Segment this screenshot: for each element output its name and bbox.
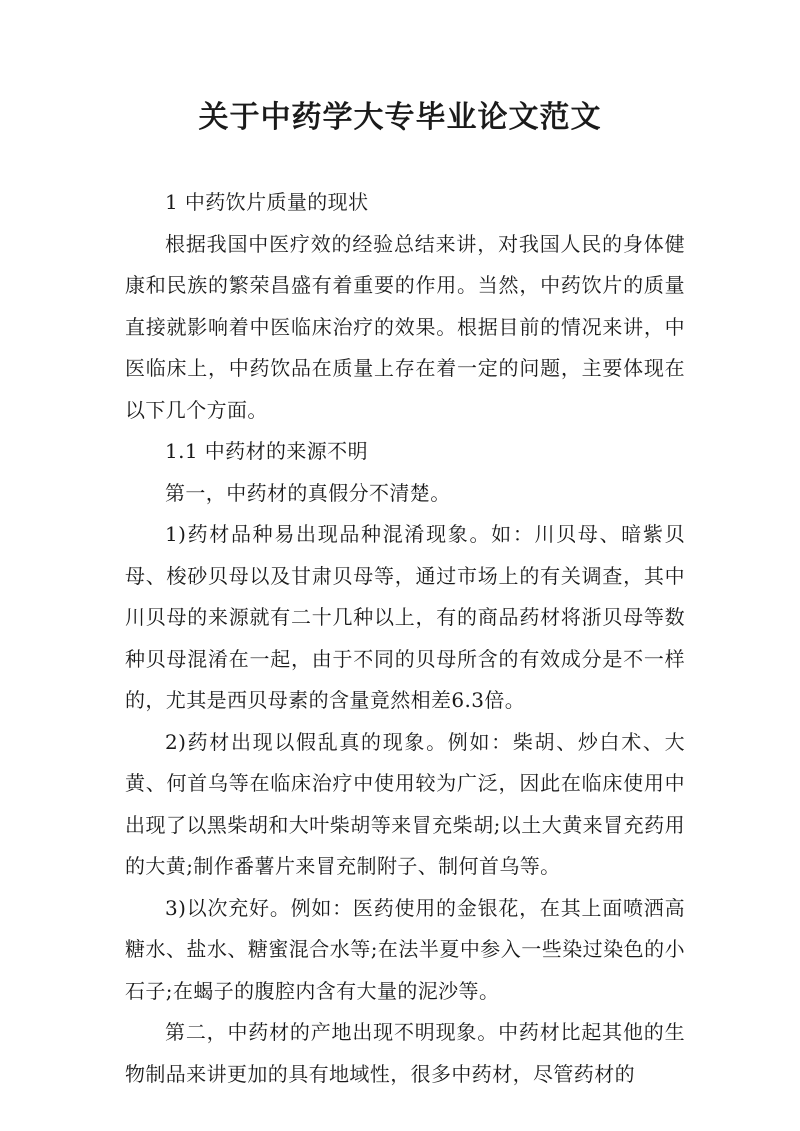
document-title: 关于中药学大专毕业论文范文 — [198, 100, 602, 135]
section-heading: 1 中药饮片质量的现状 — [165, 190, 369, 214]
paragraph: 第一，中药材的真假分不清楚。 — [165, 480, 451, 505]
paragraph: 1)药材品种易出现品种混淆现象。如：川贝母、暗紫贝母、梭砂贝母以及甘肃贝母等，通过市场上的有关调查，其中川贝母的来源就有二十几种以上，有的商品药材将浙贝母等数种贝母混淆在一起，由于不同的贝母所含的有效成分是不一样的，尤其是西贝母素的含量竟然相差6.3倍。 — [125, 522, 685, 712]
paragraph: 根据我国中医疗效的经验总结来讲，对我国人民的身体健康和民族的繁荣昌盛有着重要的作用。当然，中药饮片的质量直接就影响着中医临床治疗的效果。根据目前的情况来讲，中医临床上，中药饮品在质量上存在着一定的问题，主要体现在以下几个方面。 — [125, 231, 685, 422]
document-body — [125, 182, 685, 1095]
paragraph: 2)药材出现以假乱真的现象。例如：柴胡、炒白术、大黄、何首乌等在临床治疗中使用较为广泛，因此在临床使用中出现了以黑柴胡和大叶柴胡等来冒充柴胡;以土大黄来冒充药用的大黄;制作番薯片来冒充制附子、制何首乌等。 — [125, 729, 685, 878]
paragraph: 3)以次充好。例如：医药使用的金银花，在其上面喷洒高糖水、盐水、糖蜜混合水等;在法半夏中参入一些染过染色的小石子;在蝎子的腹腔内含有大量的泥沙等。 — [125, 895, 685, 1003]
subsection-heading: 1.1 中药材的来源不明 — [165, 439, 368, 463]
paragraph: 第二，中药材的产地出现不明现象。中药材比起其他的生物制品来讲更加的具有地域性，很多中药材，尽管药材的 — [125, 1020, 685, 1086]
